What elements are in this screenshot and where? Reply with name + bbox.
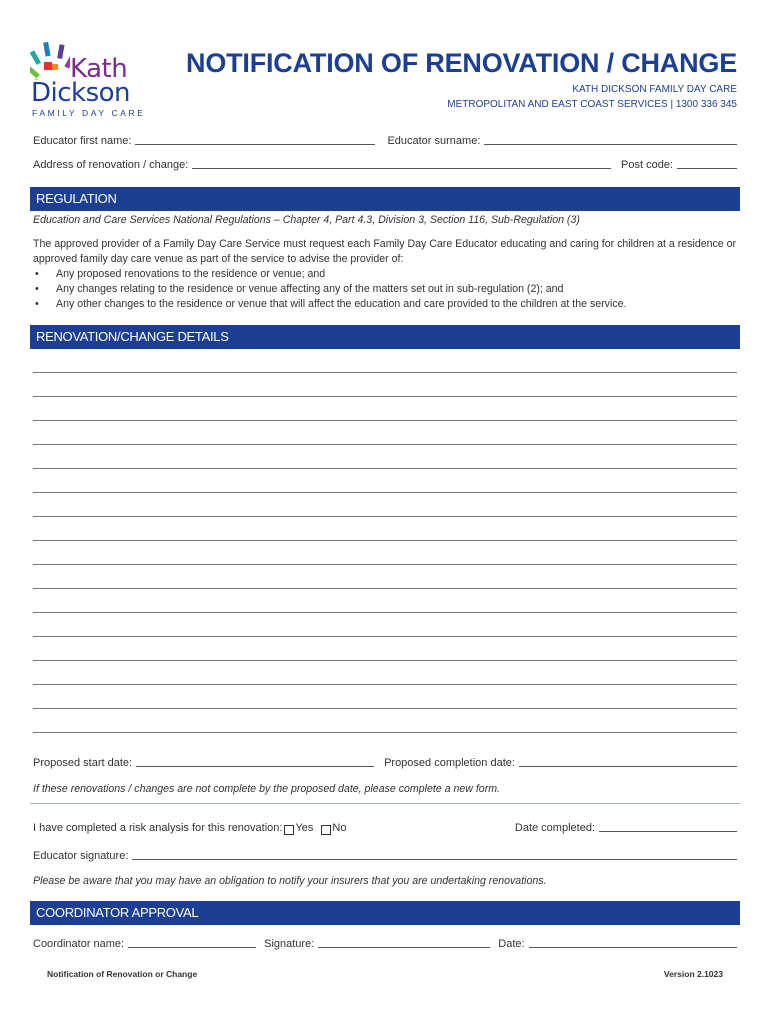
educator-name-row <box>33 135 737 147</box>
details-line[interactable] <box>33 708 737 709</box>
postcode-label: Post code: <box>621 159 673 171</box>
coordinator-name-field[interactable] <box>128 938 256 948</box>
address-row <box>33 159 737 171</box>
details-line[interactable] <box>33 660 737 661</box>
org-info <box>447 82 737 112</box>
completion-date-label: Proposed completion date: <box>384 757 515 769</box>
surname-field[interactable] <box>484 135 737 145</box>
details-note: If these renovations / changes are not complete by the proposed date, please complete a new form. <box>33 783 500 795</box>
yes-checkbox[interactable] <box>284 825 294 835</box>
details-line[interactable] <box>33 468 737 469</box>
footer-version: Version 2.1023 <box>663 969 723 979</box>
page-title: NOTIFICATION OF RENOVATION / CHANGE <box>186 48 737 78</box>
details-line[interactable] <box>33 588 737 589</box>
org-name: KATH DICKSON FAMILY DAY CARE <box>572 84 737 95</box>
address-field[interactable] <box>192 159 611 169</box>
coordinator-signature-label: Signature: <box>264 938 315 950</box>
details-heading: RENOVATION/CHANGE DETAILS <box>30 325 740 349</box>
rainbow-fan-icon <box>30 40 70 80</box>
regulation-heading: REGULATION <box>30 187 740 211</box>
address-label: Address of renovation / change: <box>33 159 189 171</box>
regulation-intro: The approved provider of a Family Day Care Service must request each Family Day Care Educator educating and caring for children at a residence or approved family day care venue as part of the service to advise the provider of: <box>33 238 737 265</box>
details-line[interactable] <box>33 492 737 493</box>
no-label: No <box>332 822 347 834</box>
list-item: • Any changes relating to the residence or venue affecting any of the matters set out in sub-regulation (2); and <box>35 283 564 295</box>
regulation-text <box>33 237 739 312</box>
educator-signature-label: Educator signature: <box>33 850 129 862</box>
completion-date-field[interactable] <box>519 757 737 767</box>
risk-question: I have completed a risk analysis for this renovation: <box>33 822 283 834</box>
details-line[interactable] <box>33 516 737 517</box>
postcode-field[interactable] <box>677 159 737 169</box>
coordinator-row <box>33 938 737 950</box>
date-completed-label: Date completed: <box>514 822 595 834</box>
list-item: • Any other changes to the residence or venue that will affect the education and care provided to the children at the service. <box>35 298 627 310</box>
dates-row <box>33 757 737 769</box>
no-checkbox[interactable] <box>321 825 331 835</box>
first-name-label: Educator first name: <box>33 135 132 147</box>
details-line[interactable] <box>33 372 737 373</box>
first-name-field[interactable] <box>135 135 375 145</box>
logo-text-sub: FAMILY DAY CARE <box>32 108 146 118</box>
educator-signature-field[interactable] <box>132 850 737 860</box>
details-line[interactable] <box>33 732 737 733</box>
details-line[interactable] <box>33 636 737 637</box>
org-contact: METROPOLITAN AND EAST COAST SERVICES | 1300 336 345 <box>447 99 737 110</box>
details-line[interactable] <box>33 564 737 565</box>
logo <box>30 40 146 118</box>
details-line[interactable] <box>33 684 737 685</box>
insurer-note: Please be aware that you may have an obligation to notify your insurers that you are undertaking renovations. <box>33 875 547 887</box>
footer-title: Notification of Renovation or Change <box>47 969 198 979</box>
list-item: • Any proposed renovations to the residence or venue; and <box>35 268 326 280</box>
logo-text-dickson: Dickson <box>31 78 131 108</box>
coordinator-name-label: Coordinator name: <box>33 938 125 950</box>
coordinator-signature-field[interactable] <box>318 938 490 948</box>
details-line[interactable] <box>33 420 737 421</box>
details-line[interactable] <box>33 444 737 445</box>
coordinator-heading: COORDINATOR APPROVAL <box>30 901 740 925</box>
details-line[interactable] <box>33 612 737 613</box>
date-completed-field[interactable] <box>599 822 737 832</box>
divider <box>30 803 740 804</box>
start-date-label: Proposed start date: <box>33 757 133 769</box>
logo-text-kath: Kath <box>70 54 128 84</box>
coordinator-date-field[interactable] <box>529 938 737 948</box>
details-line[interactable] <box>33 540 737 541</box>
start-date-field[interactable] <box>136 757 374 767</box>
yes-label: Yes <box>295 822 314 834</box>
signature-row <box>33 850 737 862</box>
regulation-citation: Education and Care Services National Regulations – Chapter 4, Part 4.3, Division 3, Section 116, Sub-Regulation (3) <box>33 214 580 226</box>
risk-row <box>33 822 737 834</box>
coordinator-date-label: Date: <box>498 938 525 950</box>
details-line[interactable] <box>33 396 737 397</box>
surname-label: Educator surname: <box>387 135 481 147</box>
